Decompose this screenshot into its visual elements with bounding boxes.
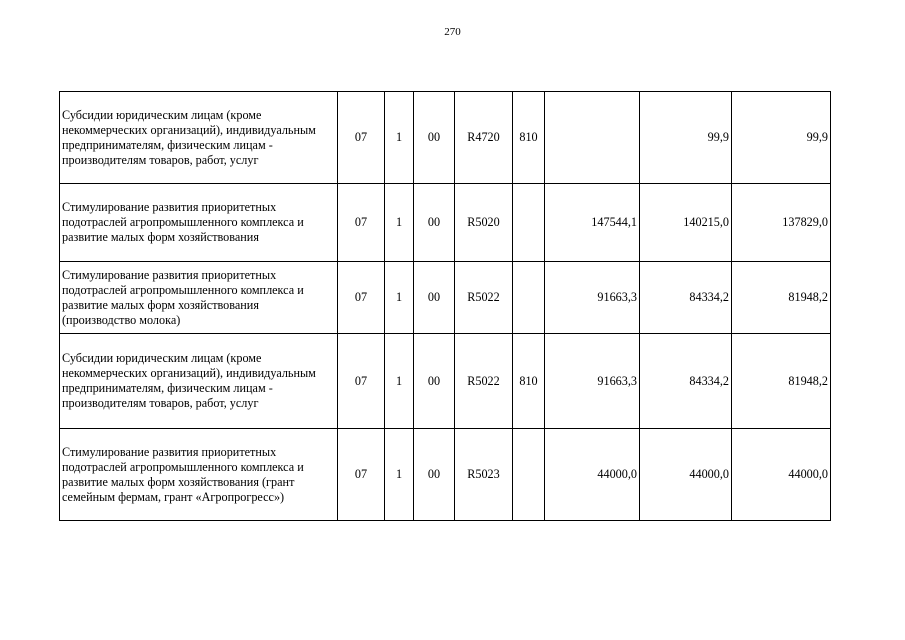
- table-row: [60, 184, 831, 262]
- program-code: 1: [385, 334, 414, 429]
- amount-year-1: 91663,3: [545, 262, 640, 334]
- budget-table: [59, 91, 831, 521]
- amount-year-1: [545, 92, 640, 184]
- program-code: 1: [385, 262, 414, 334]
- target-code: R5022: [455, 262, 513, 334]
- expense-type-code: [513, 262, 545, 334]
- program-code: 1: [385, 92, 414, 184]
- expense-type-code: [513, 429, 545, 521]
- row-description: Субсидии юридическим лицам (кроме некоммерческих организаций), индивидуальным предпринимателям, физическим лицам - производителям товаров, работ, услуг: [60, 92, 338, 184]
- subprogram-code: 00: [414, 429, 455, 521]
- target-code: R5020: [455, 184, 513, 262]
- subprogram-code: 00: [414, 92, 455, 184]
- row-description: Стимулирование развития приоритетных подотраслей агропромышленного комплекса и развитие малых форм хозяйствования (грант семейным фермам, грант «Агропрогресс»): [60, 429, 338, 521]
- row-description: Стимулирование развития приоритетных подотраслей агропромышленного комплекса и развитие малых форм хозяйствования (производство молока): [60, 262, 338, 334]
- amount-year-1: 147544,1: [545, 184, 640, 262]
- section-code: 07: [338, 262, 385, 334]
- subprogram-code: 00: [414, 184, 455, 262]
- row-description: Стимулирование развития приоритетных подотраслей агропромышленного комплекса и развитие малых форм хозяйствования: [60, 184, 338, 262]
- amount-year-3: 81948,2: [732, 262, 831, 334]
- section-code: 07: [338, 184, 385, 262]
- table-row: [60, 429, 831, 521]
- amount-year-1: 44000,0: [545, 429, 640, 521]
- amount-year-3: 99,9: [732, 92, 831, 184]
- amount-year-3: 44000,0: [732, 429, 831, 521]
- amount-year-2: 84334,2: [640, 262, 732, 334]
- row-description: Субсидии юридическим лицам (кроме некоммерческих организаций), индивидуальным предпринимателям, физическим лицам - производителям товаров, работ, услуг: [60, 334, 338, 429]
- table-row: [60, 262, 831, 334]
- amount-year-3: 81948,2: [732, 334, 831, 429]
- expense-type-code: 810: [513, 334, 545, 429]
- subprogram-code: 00: [414, 262, 455, 334]
- target-code: R5022: [455, 334, 513, 429]
- amount-year-2: 140215,0: [640, 184, 732, 262]
- table-row: [60, 92, 831, 184]
- target-code: R5023: [455, 429, 513, 521]
- amount-year-2: 44000,0: [640, 429, 732, 521]
- program-code: 1: [385, 429, 414, 521]
- target-code: R4720: [455, 92, 513, 184]
- expense-type-code: [513, 184, 545, 262]
- amount-year-1: 91663,3: [545, 334, 640, 429]
- section-code: 07: [338, 429, 385, 521]
- table-row: [60, 334, 831, 429]
- amount-year-2: 84334,2: [640, 334, 732, 429]
- expense-type-code: 810: [513, 92, 545, 184]
- amount-year-3: 137829,0: [732, 184, 831, 262]
- subprogram-code: 00: [414, 334, 455, 429]
- program-code: 1: [385, 184, 414, 262]
- section-code: 07: [338, 92, 385, 184]
- amount-year-2: 99,9: [640, 92, 732, 184]
- page-number: 270: [444, 26, 461, 38]
- section-code: 07: [338, 334, 385, 429]
